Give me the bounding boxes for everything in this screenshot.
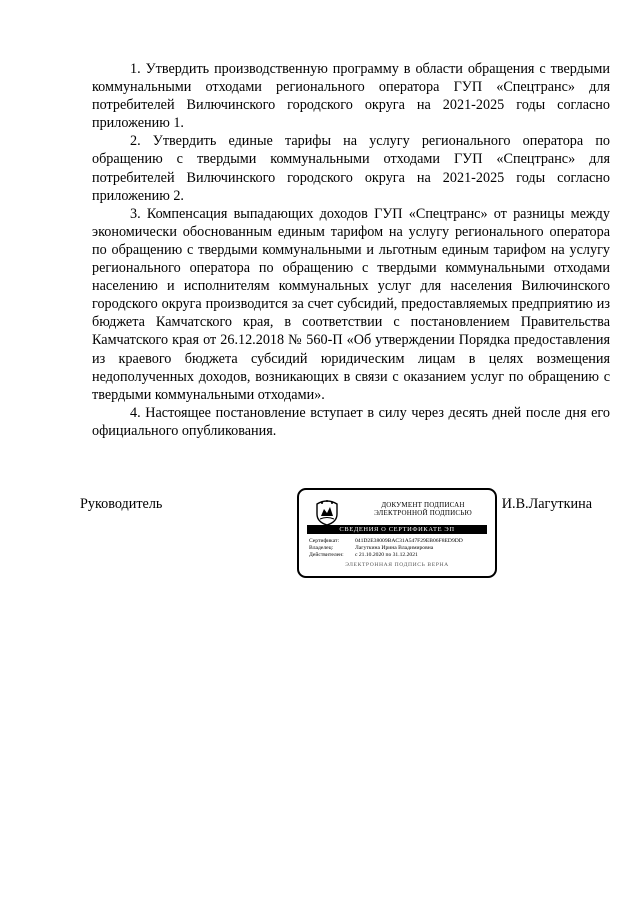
stamp-row-value: с 21.10.2020 по 31.12.2021 [355,552,418,558]
stamp-header [357,501,489,517]
stamp-row-value: Лагуткина Ирина Владимировна [355,545,434,551]
stamp-certificate-band: СВЕДЕНИЯ О СЕРТИФИКАТЕ ЭП [307,525,487,534]
signer-name: И.В.Лагуткина [501,496,592,512]
stamp-row-owner [309,545,489,552]
paragraph-1: 1. Утвердить производственную программу в области обращения с твердыми коммунальными отходами регионального оператора ГУП «Спецтранс» для потребителей Вилючинского городского округа на 2021-2025 годы согласно приложению 1. [92,61,610,132]
stamp-row-label: Действителен: [309,552,344,558]
stamp-footer: ЭЛЕКТРОННАЯ ПОДПИСЬ ВЕРНА [345,562,449,568]
paragraph-2: 2. Утвердить единые тарифы на услугу регионального оператора по обращению с твердыми коммунальными отходами ГУП «Спецтранс» для потребителей Вилючинского городского округа на 2021-2025 годы согласно приложению 2. [92,133,610,204]
stamp-row-certificate [309,538,489,545]
document-body [92,60,610,440]
stamp-header-line2: ЭЛЕКТРОННОЙ ПОДПИСЬЮ [374,509,472,517]
coat-of-arms-icon [313,498,341,526]
paragraph-3: 3. Компенсация выпадающих доходов ГУП «Спецтранс» от разницы между экономически обоснованным единым тарифом на услугу регионального оператора по обращению с твердыми коммунальными и льготным единым тарифом на услугу регионального оператора по обращению с твердыми коммунальными отходами населению и исполнителям коммунальных услуг для населения Вилючинского городского округа производится за счет субсидий, предоставляемых предприятию из бюджета Камчатского края, в соответствии с постановлением Правительства Камчатского края от 26.12.2018 № 560-П «Об утверждении Порядка предоставления из краевого бюджета субсидий юридическим лицам в целях возмещения недополученных доходов, возникающих в связи с оказанием услуг по обращению с твердыми коммунальными отходами». [92,205,610,403]
stamp-row-validity [309,552,489,559]
stamp-header-line1: ДОКУМЕНТ ПОДПИСАН [381,501,465,509]
stamp-details [309,538,489,559]
paragraph-4: 4. Настоящее постановление вступает в силу через десять дней после дня его официального опубликования. [92,404,610,439]
digital-signature-stamp [297,488,497,578]
stamp-row-label: Владелец: [309,545,334,551]
signer-title: Руководитель [80,496,163,512]
stamp-row-value: 041D2E38009BAC31A547F29EB06F8ED9DD [355,538,463,544]
stamp-row-label: Сертификат: [309,538,340,544]
